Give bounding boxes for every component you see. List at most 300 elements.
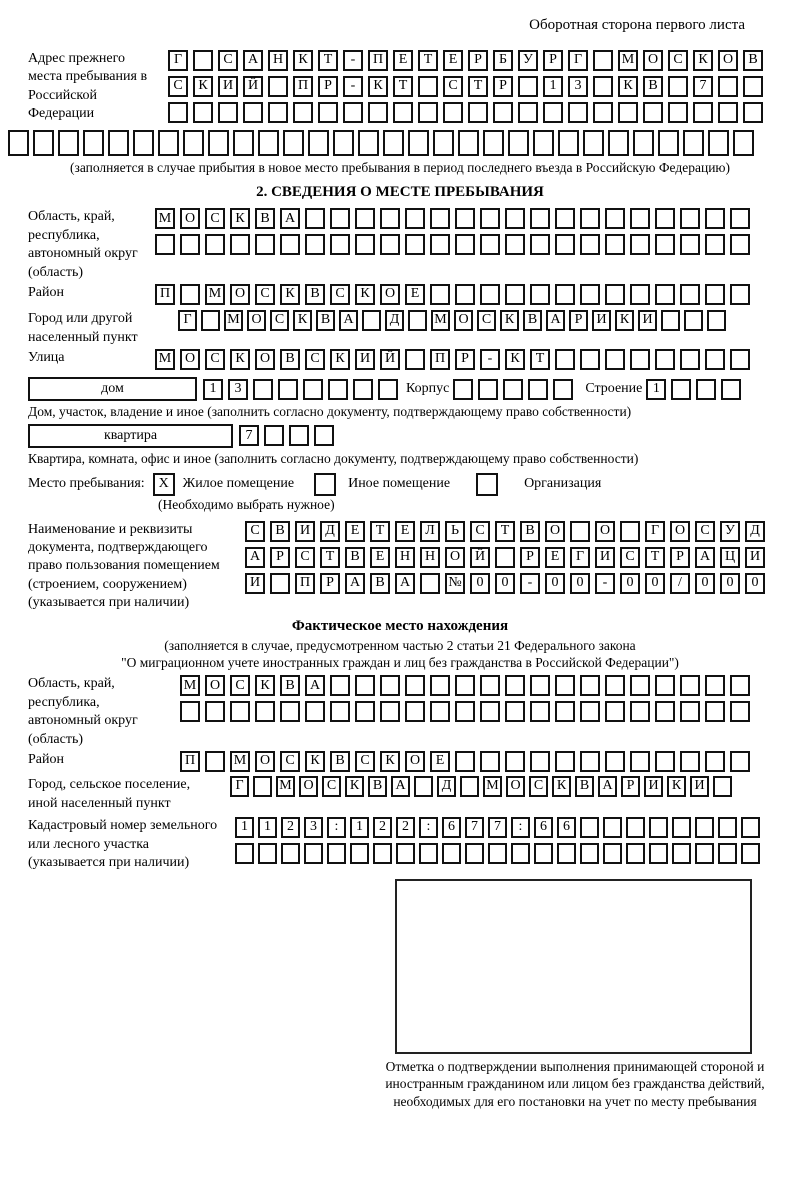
char-box[interactable]: М [155, 208, 175, 229]
char-box[interactable] [730, 208, 750, 229]
char-box[interactable] [705, 349, 725, 370]
char-box[interactable]: 6 [534, 817, 553, 838]
char-box[interactable] [718, 817, 737, 838]
char-box[interactable] [253, 379, 273, 400]
char-box[interactable]: М [180, 675, 200, 696]
char-box[interactable]: Й [470, 547, 490, 568]
char-box[interactable] [480, 751, 500, 772]
char-box[interactable] [230, 701, 250, 722]
char-box[interactable] [580, 284, 600, 305]
char-box[interactable]: Г [570, 547, 590, 568]
char-box[interactable]: П [180, 751, 200, 772]
char-box[interactable] [355, 701, 375, 722]
char-box[interactable] [414, 776, 433, 797]
char-box[interactable]: И [690, 776, 709, 797]
char-box[interactable]: Т [418, 50, 438, 71]
char-box[interactable]: С [230, 675, 250, 696]
char-box[interactable]: Р [621, 776, 640, 797]
char-box[interactable] [255, 234, 275, 255]
char-box[interactable] [707, 310, 726, 331]
char-box[interactable]: И [644, 776, 663, 797]
char-box[interactable]: А [345, 573, 365, 594]
char-box[interactable]: : [419, 817, 438, 838]
char-box[interactable] [405, 234, 425, 255]
char-box[interactable] [605, 751, 625, 772]
char-box[interactable] [268, 102, 288, 123]
char-box[interactable] [505, 284, 525, 305]
char-box[interactable] [408, 130, 429, 156]
char-box[interactable] [408, 310, 427, 331]
char-box[interactable] [330, 675, 350, 696]
char-box[interactable] [383, 130, 404, 156]
char-box[interactable]: 1 [258, 817, 277, 838]
char-box[interactable] [668, 76, 688, 97]
char-box[interactable] [430, 675, 450, 696]
char-box[interactable]: А [339, 310, 358, 331]
char-box[interactable] [680, 349, 700, 370]
char-box[interactable] [555, 284, 575, 305]
char-box[interactable]: Т [468, 76, 488, 97]
checkbox-residential[interactable]: X [153, 473, 175, 496]
char-box[interactable] [533, 130, 554, 156]
char-box[interactable]: Е [395, 521, 415, 542]
char-box[interactable] [555, 234, 575, 255]
char-box[interactable] [433, 130, 454, 156]
char-box[interactable] [430, 208, 450, 229]
char-box[interactable]: С [695, 521, 715, 542]
char-box[interactable]: К [618, 76, 638, 97]
char-box[interactable]: 1 [543, 76, 563, 97]
char-box[interactable] [730, 284, 750, 305]
char-box[interactable] [418, 102, 438, 123]
char-box[interactable] [478, 379, 498, 400]
char-box[interactable]: 0 [470, 573, 490, 594]
char-box[interactable]: С [205, 349, 225, 370]
char-box[interactable] [605, 701, 625, 722]
char-box[interactable] [633, 130, 654, 156]
char-box[interactable] [655, 208, 675, 229]
char-box[interactable] [693, 102, 713, 123]
char-box[interactable]: С [205, 208, 225, 229]
char-box[interactable]: С [255, 284, 275, 305]
char-box[interactable]: К [230, 349, 250, 370]
char-box[interactable]: Д [320, 521, 340, 542]
char-box[interactable] [668, 102, 688, 123]
char-box[interactable] [695, 817, 714, 838]
char-box[interactable] [605, 284, 625, 305]
char-box[interactable]: О [506, 776, 525, 797]
char-box[interactable]: Р [320, 573, 340, 594]
char-box[interactable] [355, 234, 375, 255]
char-box[interactable] [580, 843, 599, 864]
char-box[interactable] [318, 102, 338, 123]
char-box[interactable] [555, 349, 575, 370]
char-box[interactable] [630, 751, 650, 772]
char-box[interactable]: А [305, 675, 325, 696]
char-box[interactable] [730, 751, 750, 772]
char-box[interactable] [255, 701, 275, 722]
char-box[interactable] [580, 208, 600, 229]
char-box[interactable]: Й [243, 76, 263, 97]
char-box[interactable] [630, 208, 650, 229]
char-box[interactable] [442, 843, 461, 864]
char-box[interactable]: Р [520, 547, 540, 568]
char-box[interactable] [278, 379, 298, 400]
char-box[interactable]: В [280, 675, 300, 696]
char-box[interactable] [630, 284, 650, 305]
char-box[interactable] [555, 751, 575, 772]
char-box[interactable]: 1 [235, 817, 254, 838]
char-box[interactable]: Г [230, 776, 249, 797]
char-box[interactable]: О [299, 776, 318, 797]
char-box[interactable] [593, 50, 613, 71]
char-box[interactable]: С [168, 76, 188, 97]
char-box[interactable]: С [668, 50, 688, 71]
char-box[interactable] [718, 76, 738, 97]
char-box[interactable] [630, 349, 650, 370]
char-box[interactable] [743, 102, 763, 123]
char-box[interactable] [708, 130, 729, 156]
char-box[interactable] [420, 573, 440, 594]
char-box[interactable] [343, 102, 363, 123]
char-box[interactable] [455, 208, 475, 229]
apartment-type-box[interactable]: квартира [28, 424, 233, 448]
char-box[interactable]: У [518, 50, 538, 71]
char-box[interactable]: П [430, 349, 450, 370]
char-box[interactable] [684, 310, 703, 331]
char-box[interactable] [419, 843, 438, 864]
char-box[interactable]: Р [468, 50, 488, 71]
char-box[interactable] [405, 701, 425, 722]
char-box[interactable]: Р [493, 76, 513, 97]
char-box[interactable]: С [280, 751, 300, 772]
char-box[interactable] [443, 102, 463, 123]
char-box[interactable] [655, 234, 675, 255]
char-box[interactable]: М [230, 751, 250, 772]
char-box[interactable] [330, 701, 350, 722]
char-box[interactable] [680, 701, 700, 722]
char-box[interactable]: С [322, 776, 341, 797]
char-box[interactable]: О [643, 50, 663, 71]
char-box[interactable] [458, 130, 479, 156]
char-box[interactable] [605, 234, 625, 255]
char-box[interactable] [258, 843, 277, 864]
char-box[interactable] [580, 751, 600, 772]
char-box[interactable] [480, 675, 500, 696]
char-box[interactable] [605, 349, 625, 370]
char-box[interactable] [530, 234, 550, 255]
char-box[interactable] [580, 234, 600, 255]
char-box[interactable] [205, 701, 225, 722]
char-box[interactable]: С [529, 776, 548, 797]
char-box[interactable] [655, 701, 675, 722]
char-box[interactable] [557, 843, 576, 864]
char-box[interactable]: В [643, 76, 663, 97]
char-box[interactable] [655, 349, 675, 370]
char-box[interactable]: - [480, 349, 500, 370]
char-box[interactable] [205, 751, 225, 772]
char-box[interactable]: И [295, 521, 315, 542]
char-box[interactable] [505, 234, 525, 255]
char-box[interactable] [233, 130, 254, 156]
char-box[interactable] [430, 701, 450, 722]
char-box[interactable] [180, 234, 200, 255]
char-box[interactable] [608, 130, 629, 156]
char-box[interactable]: М [618, 50, 638, 71]
char-box[interactable]: Е [430, 751, 450, 772]
char-box[interactable]: Ь [445, 521, 465, 542]
char-box[interactable] [580, 817, 599, 838]
char-box[interactable]: О [255, 751, 275, 772]
char-box[interactable] [330, 234, 350, 255]
char-box[interactable] [305, 234, 325, 255]
char-box[interactable] [483, 130, 504, 156]
char-box[interactable] [304, 843, 323, 864]
char-box[interactable] [455, 751, 475, 772]
char-box[interactable] [568, 102, 588, 123]
char-box[interactable]: О [247, 310, 266, 331]
char-box[interactable] [253, 776, 272, 797]
char-box[interactable]: О [405, 751, 425, 772]
char-box[interactable] [733, 130, 754, 156]
char-box[interactable] [405, 208, 425, 229]
char-box[interactable]: Е [370, 547, 390, 568]
char-box[interactable] [368, 102, 388, 123]
char-box[interactable] [355, 208, 375, 229]
char-box[interactable]: О [545, 521, 565, 542]
char-box[interactable] [558, 130, 579, 156]
char-box[interactable]: С [470, 521, 490, 542]
char-box[interactable]: Н [420, 547, 440, 568]
char-box[interactable] [495, 547, 515, 568]
char-box[interactable]: Д [437, 776, 456, 797]
char-box[interactable]: Е [443, 50, 463, 71]
char-box[interactable] [230, 234, 250, 255]
char-box[interactable]: П [293, 76, 313, 97]
char-box[interactable] [393, 102, 413, 123]
char-box[interactable] [505, 751, 525, 772]
char-box[interactable]: Р [543, 50, 563, 71]
char-box[interactable] [553, 379, 573, 400]
char-box[interactable] [460, 776, 479, 797]
char-box[interactable] [649, 843, 668, 864]
char-box[interactable]: О [230, 284, 250, 305]
char-box[interactable]: Т [370, 521, 390, 542]
char-box[interactable] [453, 379, 473, 400]
char-box[interactable]: - [343, 50, 363, 71]
char-box[interactable] [430, 284, 450, 305]
char-box[interactable]: С [270, 310, 289, 331]
char-box[interactable]: 0 [720, 573, 740, 594]
char-box[interactable] [603, 843, 622, 864]
char-box[interactable] [518, 76, 538, 97]
char-box[interactable] [455, 234, 475, 255]
char-box[interactable] [380, 675, 400, 696]
char-box[interactable] [630, 701, 650, 722]
char-box[interactable]: М [483, 776, 502, 797]
char-box[interactable]: - [343, 76, 363, 97]
char-box[interactable]: И [355, 349, 375, 370]
char-box[interactable] [289, 425, 309, 446]
char-box[interactable]: 1 [646, 379, 666, 400]
char-box[interactable] [193, 50, 213, 71]
char-box[interactable]: С [355, 751, 375, 772]
char-box[interactable] [505, 675, 525, 696]
char-box[interactable]: Н [395, 547, 415, 568]
char-box[interactable] [455, 284, 475, 305]
char-box[interactable]: И [592, 310, 611, 331]
char-box[interactable] [283, 130, 304, 156]
char-box[interactable]: 0 [545, 573, 565, 594]
char-box[interactable] [570, 521, 590, 542]
char-box[interactable] [705, 208, 725, 229]
char-box[interactable]: В [368, 776, 387, 797]
char-box[interactable] [605, 675, 625, 696]
char-box[interactable]: Т [645, 547, 665, 568]
char-box[interactable] [593, 102, 613, 123]
char-box[interactable] [155, 234, 175, 255]
char-box[interactable] [108, 130, 129, 156]
char-box[interactable]: : [327, 817, 346, 838]
char-box[interactable] [683, 130, 704, 156]
char-box[interactable]: О [380, 284, 400, 305]
char-box[interactable] [270, 573, 290, 594]
char-box[interactable]: П [368, 50, 388, 71]
char-box[interactable] [530, 675, 550, 696]
char-box[interactable] [58, 130, 79, 156]
char-box[interactable] [618, 102, 638, 123]
char-box[interactable] [741, 843, 760, 864]
char-box[interactable]: Е [345, 521, 365, 542]
char-box[interactable]: Й [380, 349, 400, 370]
char-box[interactable]: С [218, 50, 238, 71]
char-box[interactable]: 0 [570, 573, 590, 594]
char-box[interactable] [8, 130, 29, 156]
char-box[interactable] [168, 102, 188, 123]
char-box[interactable] [268, 76, 288, 97]
char-box[interactable]: К [355, 284, 375, 305]
char-box[interactable]: У [720, 521, 740, 542]
char-box[interactable] [488, 843, 507, 864]
char-box[interactable]: 0 [695, 573, 715, 594]
char-box[interactable]: И [745, 547, 765, 568]
char-box[interactable]: К [552, 776, 571, 797]
char-box[interactable]: О [205, 675, 225, 696]
char-box[interactable]: А [280, 208, 300, 229]
char-box[interactable]: В [270, 521, 290, 542]
char-box[interactable] [680, 208, 700, 229]
char-box[interactable]: П [155, 284, 175, 305]
char-box[interactable] [180, 701, 200, 722]
char-box[interactable] [133, 130, 154, 156]
char-box[interactable]: Г [178, 310, 197, 331]
char-box[interactable] [358, 130, 379, 156]
char-box[interactable]: К [345, 776, 364, 797]
char-box[interactable] [655, 751, 675, 772]
char-box[interactable] [205, 234, 225, 255]
char-box[interactable] [280, 234, 300, 255]
char-box[interactable] [328, 379, 348, 400]
char-box[interactable]: К [693, 50, 713, 71]
char-box[interactable]: К [280, 284, 300, 305]
char-box[interactable] [373, 843, 392, 864]
char-box[interactable]: Г [568, 50, 588, 71]
char-box[interactable] [626, 843, 645, 864]
char-box[interactable]: Р [270, 547, 290, 568]
char-box[interactable]: Е [545, 547, 565, 568]
char-box[interactable]: Т [393, 76, 413, 97]
char-box[interactable] [83, 130, 104, 156]
char-box[interactable] [218, 102, 238, 123]
char-box[interactable] [730, 701, 750, 722]
char-box[interactable] [661, 310, 680, 331]
char-box[interactable]: Е [393, 50, 413, 71]
char-box[interactable] [353, 379, 373, 400]
char-box[interactable] [534, 843, 553, 864]
char-box[interactable] [680, 284, 700, 305]
char-box[interactable]: Г [645, 521, 665, 542]
char-box[interactable] [730, 349, 750, 370]
char-box[interactable] [658, 130, 679, 156]
char-box[interactable] [33, 130, 54, 156]
char-box[interactable]: Р [318, 76, 338, 97]
char-box[interactable]: К [330, 349, 350, 370]
char-box[interactable] [465, 843, 484, 864]
char-box[interactable]: К [193, 76, 213, 97]
char-box[interactable]: 2 [281, 817, 300, 838]
char-box[interactable] [362, 310, 381, 331]
char-box[interactable]: В [575, 776, 594, 797]
char-box[interactable]: В [330, 751, 350, 772]
char-box[interactable]: К [615, 310, 634, 331]
char-box[interactable] [655, 675, 675, 696]
char-box[interactable] [705, 751, 725, 772]
char-box[interactable] [503, 379, 523, 400]
char-box[interactable] [718, 843, 737, 864]
char-box[interactable]: О [454, 310, 473, 331]
char-box[interactable] [405, 675, 425, 696]
char-box[interactable] [555, 208, 575, 229]
char-box[interactable]: К [255, 675, 275, 696]
char-box[interactable]: Т [318, 50, 338, 71]
char-box[interactable] [480, 234, 500, 255]
char-box[interactable]: Б [493, 50, 513, 71]
char-box[interactable] [580, 701, 600, 722]
char-box[interactable] [696, 379, 716, 400]
char-box[interactable] [333, 130, 354, 156]
char-box[interactable] [455, 675, 475, 696]
char-box[interactable]: 7 [239, 425, 259, 446]
char-box[interactable] [380, 208, 400, 229]
char-box[interactable]: П [295, 573, 315, 594]
char-box[interactable] [511, 843, 530, 864]
char-box[interactable] [258, 130, 279, 156]
char-box[interactable]: К [293, 50, 313, 71]
char-box[interactable]: А [245, 547, 265, 568]
char-box[interactable]: Д [745, 521, 765, 542]
char-box[interactable]: К [667, 776, 686, 797]
char-box[interactable]: С [443, 76, 463, 97]
char-box[interactable] [480, 208, 500, 229]
char-box[interactable]: В [255, 208, 275, 229]
char-box[interactable] [281, 843, 300, 864]
char-box[interactable]: К [380, 751, 400, 772]
char-box[interactable] [518, 102, 538, 123]
char-box[interactable] [530, 284, 550, 305]
char-box[interactable]: С [295, 547, 315, 568]
char-box[interactable]: Т [320, 547, 340, 568]
char-box[interactable] [493, 102, 513, 123]
